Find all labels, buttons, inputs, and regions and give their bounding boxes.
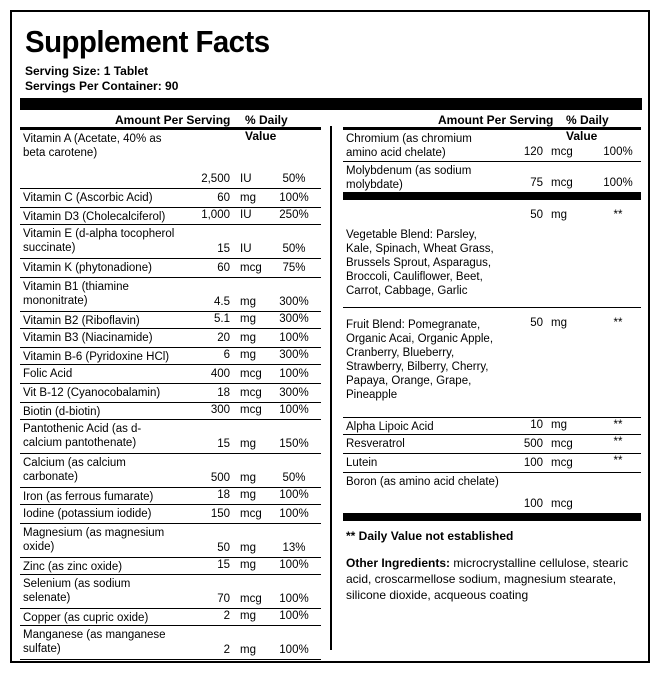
nutrient-amount: 18 (217, 387, 230, 399)
nutrient-amount: 2,500 (201, 173, 230, 185)
left-column (20, 110, 321, 660)
nutrient-name: Vegetable Blend: Parsley, Kale, Spinach, Wheat Grass, Brussels Sprout, Asparagus, Broccoli, Cauliflower, Beet, Carrot, Cabbage, Garlic (346, 229, 494, 297)
nutrient-daily-value: 100% (279, 593, 309, 605)
nutrient-name: Molybdenum (as sodium molybdate) (346, 165, 472, 191)
right-column (343, 110, 641, 603)
nutrient-daily-value: 100% (279, 489, 309, 501)
nutrient-amount: 15 (217, 559, 230, 571)
nutrient-daily-value: 50% (282, 173, 306, 185)
nutrient-unit: mg (240, 610, 256, 622)
nutrient-daily-value: 100% (279, 508, 309, 520)
nutrient-unit: IU (240, 209, 252, 221)
nutrient-name: Copper (as cupric oxide) (23, 612, 149, 624)
nutrient-unit: mg (240, 644, 256, 656)
nutrient-unit: mcg (240, 262, 262, 274)
nutrient-row (20, 420, 321, 454)
nutrient-daily-value: 100% (279, 559, 309, 571)
nutrient-name: Iodine (potassium iodide) (23, 508, 152, 520)
nutrient-daily-value: 300% (279, 313, 309, 325)
nutrient-row (343, 418, 641, 435)
nutrient-row (20, 365, 321, 384)
nutrient-amount: 1,000 (201, 209, 230, 221)
nutrient-row (20, 259, 321, 278)
nutrient-unit: mg (240, 438, 256, 450)
nutrient-row (20, 403, 321, 420)
nutrient-name: Lutein (346, 457, 378, 469)
blend-list (343, 200, 641, 418)
nutrient-amount: 2 (223, 610, 230, 622)
nutrient-daily-value: 100% (279, 332, 309, 344)
nutrient-unit: mg (240, 313, 256, 325)
nutrient-unit: IU (240, 243, 252, 255)
nutrient-name: Vitamin K (phytonadione) (23, 262, 152, 274)
nutrient-amount: 120 (523, 146, 543, 158)
nutrient-daily-value: 75% (282, 262, 306, 274)
servings-per-container: Servings Per Container: 90 (25, 79, 179, 93)
nutrient-row (20, 558, 321, 575)
nutrient-amount: 100 (523, 457, 543, 469)
serving-size: Serving Size: 1 Tablet (25, 64, 149, 78)
nutrient-amount: 500 (523, 438, 543, 450)
nutrient-daily-value: 100% (279, 610, 309, 622)
nutrient-row (343, 200, 641, 308)
nutrient-amount: 20 (217, 332, 230, 344)
nutrient-name: Vitamin C (Ascorbic Acid) (23, 192, 153, 204)
nutrient-daily-value: 100% (279, 404, 309, 416)
nutrient-row (343, 473, 641, 514)
nutrient-row (20, 488, 321, 505)
nutrient-daily-value: ** (613, 419, 623, 431)
nutrient-unit: mg (240, 192, 256, 204)
other-ingredients (343, 543, 635, 603)
nutrient-daily-value: ** (613, 455, 623, 467)
nutrient-name: Iron (as ferrous fumarate) (23, 491, 154, 503)
nutrient-unit: mg (240, 332, 256, 344)
nutrient-amount: 4.5 (214, 296, 230, 308)
left-column-header (20, 110, 321, 143)
nutrient-daily-value: 150% (279, 438, 309, 450)
nutrient-daily-value: 300% (279, 387, 309, 399)
daily-value-heading: % Daily Value (245, 113, 288, 143)
nutrient-name: Vitamin A (Acetate, 40% as beta carotene) (23, 133, 162, 159)
nutrient-row (20, 524, 321, 558)
nutrient-name: Selenium (as sodium selenate) (23, 578, 131, 604)
nutrient-daily-value: 300% (279, 349, 309, 361)
nutrient-row (343, 162, 641, 193)
nutrient-amount: 60 (217, 262, 230, 274)
nutrient-unit: mg (240, 559, 256, 571)
nutrient-name: Manganese (as manganese sulfate) (23, 629, 166, 655)
nutrient-unit: mcg (240, 368, 262, 380)
other-ingredients-label: Other Ingredients: (346, 556, 451, 570)
nutrient-amount: 100 (523, 498, 543, 510)
nutrient-daily-value: 300% (279, 296, 309, 308)
nutrient-daily-value: 50% (282, 243, 306, 255)
nutrient-unit: mg (240, 489, 256, 501)
nutrient-amount: 5.1 (214, 313, 230, 325)
nutrient-amount: 10 (530, 419, 543, 431)
nutrient-name: Folic Acid (23, 368, 73, 380)
nutrient-row (20, 130, 321, 189)
nutrient-row (20, 575, 321, 609)
header-divider-bar (20, 98, 642, 110)
nutrient-unit: mg (551, 419, 567, 431)
nutrient-daily-value: ** (613, 317, 623, 329)
nutrient-row (20, 609, 321, 626)
nutrient-amount: 150 (210, 508, 230, 520)
nutrient-name: Vitamin D3 (Cholecalciferol) (23, 211, 166, 223)
nutrient-row (343, 454, 641, 473)
nutrient-name: Vitamin B2 (Riboflavin) (23, 315, 140, 327)
nutrient-name: Alpha Lipoic Acid (346, 421, 434, 433)
nutrient-amount: 70 (217, 593, 230, 605)
other-ingredients-text: microcrystalline cellulose, stearic acid, croscarmellose sodium, magnesium stearate, silicone dioxide, acqueous coating (346, 556, 629, 602)
nutrient-unit: mcg (240, 508, 262, 520)
nutrient-row (20, 505, 321, 524)
nutrient-name: Zinc (as zinc oxide) (23, 561, 123, 573)
nutrient-name: Vitamin B1 (thiamine mononitrate) (23, 281, 129, 307)
nutrient-unit: mcg (551, 177, 573, 189)
nutrient-name: Boron (as amino acid chelate) (346, 476, 499, 488)
nutrient-amount: 50 (217, 542, 230, 554)
nutrient-amount: 300 (210, 404, 230, 416)
nutrient-unit: mg (240, 296, 256, 308)
nutrient-unit: mg (240, 349, 256, 361)
nutrient-row (20, 348, 321, 365)
nutrient-amount: 2 (223, 644, 230, 656)
right-nutrient-list-bottom (343, 418, 641, 514)
nutrient-row (20, 312, 321, 329)
nutrient-name: Calcium (as calcium carbonate) (23, 457, 126, 483)
nutrient-daily-value: 250% (279, 209, 309, 221)
nutrient-name: Magnesium (as magnesium oxide) (23, 527, 165, 553)
nutrient-daily-value: 100% (279, 644, 309, 656)
nutrient-row (343, 130, 641, 162)
right-nutrient-list-top (343, 130, 641, 193)
daily-value-note: ** Daily Value not established (346, 529, 514, 543)
nutrient-unit: mg (240, 472, 256, 484)
nutrient-amount: 60 (217, 192, 230, 204)
nutrient-unit: IU (240, 173, 252, 185)
nutrient-amount: 50 (530, 317, 543, 329)
nutrient-unit: mg (551, 317, 567, 329)
nutrient-amount: 15 (217, 243, 230, 255)
nutrient-row (20, 626, 321, 660)
nutrient-daily-value: 100% (603, 146, 633, 158)
footer-divider-bar (343, 513, 641, 521)
nutrient-name: Chromium (as chromium amino acid chelate) (346, 133, 472, 159)
nutrient-row (343, 308, 641, 418)
nutrient-name: Fruit Blend: Pomegranate, Organic Acai, Organic Apple, Cranberry, Blueberry, Strawberry, Bilberry, Cherry, Papaya, Orange, Grape, Pineapple (346, 319, 494, 401)
nutrient-daily-value: 100% (279, 192, 309, 204)
nutrient-unit: mg (551, 209, 567, 221)
nutrient-daily-value: 13% (282, 542, 306, 554)
nutrient-amount: 500 (210, 472, 230, 484)
nutrient-row (20, 329, 321, 348)
page-title: Supplement Facts (25, 24, 270, 59)
right-column-header (343, 110, 641, 143)
nutrient-amount: 15 (217, 438, 230, 450)
nutrient-amount: 6 (223, 349, 230, 361)
nutrient-name: Vit B-12 (Cyanocobalamin) (23, 387, 161, 399)
nutrient-daily-value: ** (613, 436, 623, 448)
nutrient-unit: mcg (240, 387, 262, 399)
nutrient-unit: mcg (551, 498, 573, 510)
nutrient-name: Resveratrol (346, 438, 405, 450)
nutrient-unit: mcg (551, 146, 573, 158)
nutrient-amount: 18 (217, 489, 230, 501)
nutrient-name: Vitamin B-6 (Pyridoxine HCl) (23, 351, 170, 363)
nutrient-row (20, 384, 321, 403)
amount-per-serving-heading: Amount Per Serving (438, 113, 554, 127)
nutrient-unit: mg (240, 542, 256, 554)
amount-per-serving-heading: Amount Per Serving (115, 113, 231, 127)
nutrient-row (343, 435, 641, 454)
nutrient-row (20, 454, 321, 488)
nutrient-row (20, 278, 321, 312)
nutrient-unit: mcg (551, 438, 573, 450)
left-nutrient-list (20, 130, 321, 660)
nutrient-name: Vitamin B3 (Niacinamide) (23, 332, 153, 344)
nutrient-name: Vitamin E (d-alpha tocopherol succinate) (23, 228, 175, 254)
nutrient-row (20, 208, 321, 225)
nutrient-unit: mcg (551, 457, 573, 469)
supplement-facts-panel (10, 10, 650, 663)
column-divider (330, 126, 332, 650)
nutrient-daily-value: 100% (279, 368, 309, 380)
nutrient-unit: mcg (240, 593, 262, 605)
nutrient-amount: 400 (210, 368, 230, 380)
nutrient-name: Biotin (d-biotin) (23, 406, 101, 418)
nutrient-unit: mcg (240, 404, 262, 416)
nutrient-name: Pantothenic Acid (as d- calcium pantothenate) (23, 423, 142, 449)
nutrient-daily-value: ** (613, 209, 623, 221)
nutrient-amount: 50 (530, 209, 543, 221)
daily-value-heading: % Daily Value (566, 113, 609, 143)
nutrient-row (20, 189, 321, 208)
nutrient-daily-value: 50% (282, 472, 306, 484)
nutrient-row (20, 225, 321, 259)
nutrient-amount: 75 (530, 177, 543, 189)
section-divider-bar (343, 192, 641, 200)
nutrient-daily-value: 100% (603, 177, 633, 189)
